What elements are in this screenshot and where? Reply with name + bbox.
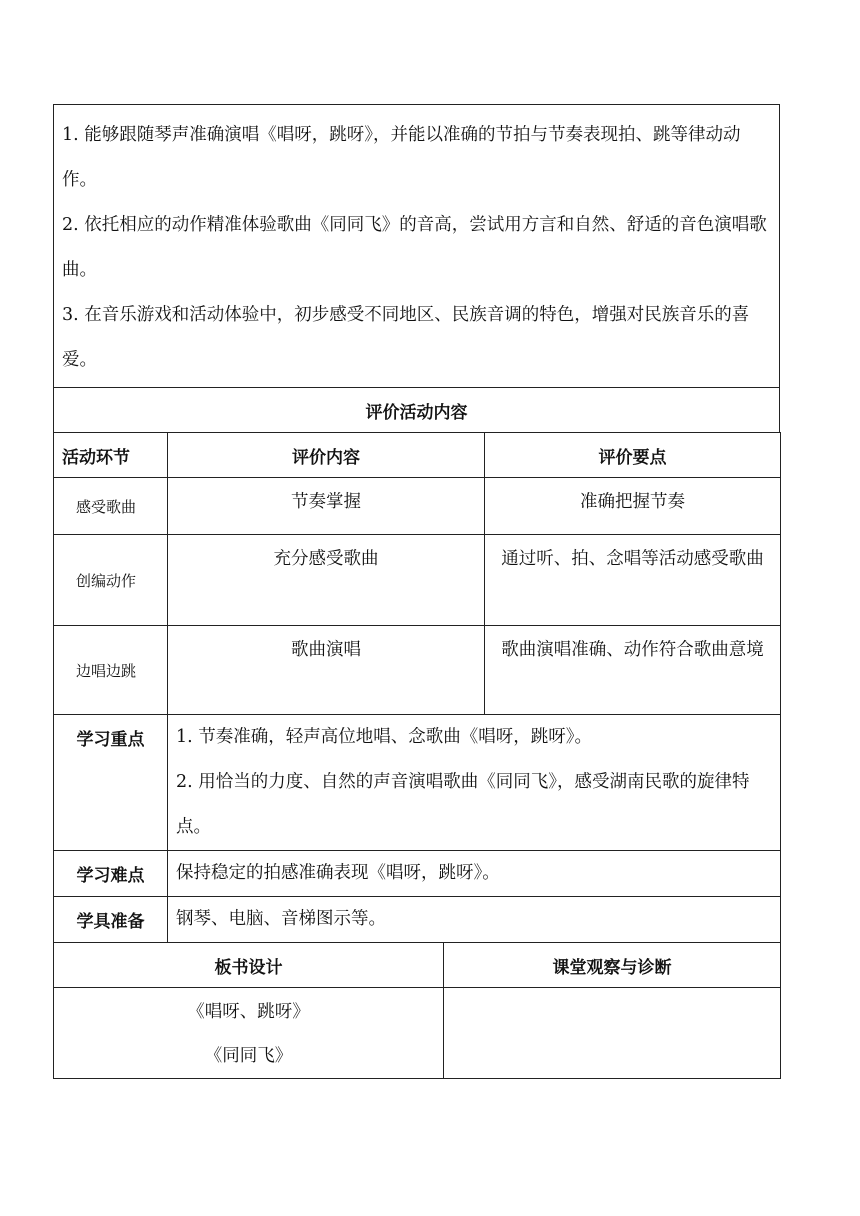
goal-item: 3. 在音乐游戏和活动体验中，初步感受不同地区、民族音调的特色，增强对民族音乐的喜爱。 — [62, 305, 750, 370]
point-cell: 歌曲演唱准确、动作符合歌曲意境 — [485, 626, 781, 715]
table-row — [54, 535, 781, 626]
header-point: 评价要点 — [485, 433, 781, 478]
goals-table — [53, 104, 780, 433]
activity-cell: 创编动作 — [54, 535, 168, 626]
focus-item: 2. 用恰当的力度、自然的声音演唱歌曲《同同飞》，感受湖南民歌的旋律特点。 — [176, 772, 750, 837]
board-title: 板书设计 — [54, 943, 444, 988]
board-line: 《唱呀、跳呀》 — [187, 1002, 310, 1022]
content-cell: 充分感受歌曲 — [168, 535, 485, 626]
table-row — [54, 626, 781, 715]
evaluation-table — [53, 432, 781, 715]
difficulty-content: 保持稳定的拍感准确表现《唱呀，跳呀》。 — [168, 851, 781, 897]
board-line: 《同同飞》 — [204, 1046, 293, 1066]
lesson-plan-table — [53, 104, 780, 1079]
goal-item: 2. 依托相应的动作精准体验歌曲《同同飞》的音高，尝试用方言和自然、舒适的音色演唱歌曲。 — [62, 215, 767, 280]
goal-item: 1. 能够跟随琴声准确演唱《唱呀，跳呀》，并能以准确的节拍与节奏表现拍、跳等律动动作。 — [62, 125, 741, 190]
point-cell: 通过听、拍、念唱等活动感受歌曲 — [485, 535, 781, 626]
focus-label: 学习重点 — [54, 715, 168, 851]
table-row — [54, 478, 781, 535]
observation-content — [444, 988, 781, 1079]
evaluation-title: 评价活动内容 — [54, 388, 780, 433]
difficulty-label: 学习难点 — [54, 851, 168, 897]
point-cell: 准确把握节奏 — [485, 478, 781, 535]
board-content — [54, 988, 444, 1079]
content-cell: 歌曲演唱 — [168, 626, 485, 715]
info-table — [53, 714, 781, 943]
focus-item: 1. 节奏准确，轻声高位地唱、念歌曲《唱呀，跳呀》。 — [176, 727, 593, 747]
materials-label: 学具准备 — [54, 897, 168, 943]
header-content: 评价内容 — [168, 433, 485, 478]
observation-title: 课堂观察与诊断 — [444, 943, 781, 988]
focus-content — [168, 715, 781, 851]
teaching-goals — [54, 105, 780, 388]
header-activity: 活动环节 — [54, 433, 168, 478]
activity-cell: 感受歌曲 — [54, 478, 168, 535]
activity-cell: 边唱边跳 — [54, 626, 168, 715]
board-table — [53, 942, 781, 1079]
content-cell: 节奏掌握 — [168, 478, 485, 535]
materials-content: 钢琴、电脑、音梯图示等。 — [168, 897, 781, 943]
